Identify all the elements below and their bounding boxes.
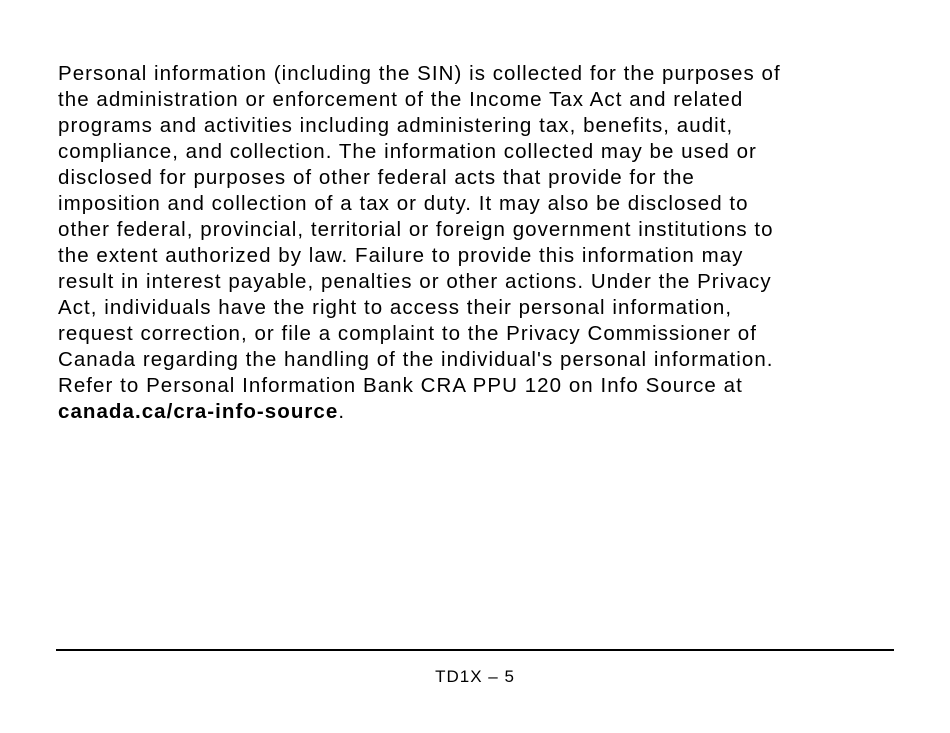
privacy-notice-text	[58, 61, 898, 425]
privacy-line-1: Personal information (including the SIN) is collected for the purposes of	[58, 62, 781, 85]
privacy-line-4: compliance, and collection. The information collected may be used or	[58, 140, 757, 163]
privacy-line-10: Act, individuals have the right to access their personal information,	[58, 296, 733, 319]
privacy-line-11: request correction, or file a complaint to the Privacy Commissioner of	[58, 322, 757, 345]
privacy-line-12: Canada regarding the handling of the individual's personal information.	[58, 348, 774, 371]
privacy-line-9: result in interest payable, penalties or other actions. Under the Privacy	[58, 270, 772, 293]
privacy-line-2: the administration or enforcement of the Income Tax Act and related	[58, 88, 744, 111]
footer-divider	[56, 649, 894, 651]
privacy-line-5: disclosed for purposes of other federal acts that provide for the	[58, 166, 695, 189]
privacy-notice	[58, 61, 898, 425]
link-suffix: .	[338, 400, 346, 423]
privacy-line-14	[58, 399, 898, 425]
page-number-label: TD1X – 5	[435, 667, 515, 686]
privacy-line-8: the extent authorized by law. Failure to provide this information may	[58, 244, 744, 267]
page-footer	[0, 667, 950, 687]
privacy-line-7: other federal, provincial, territorial or foreign government institutions to	[58, 218, 774, 241]
privacy-line-3: programs and activities including administering tax, benefits, audit,	[58, 114, 734, 137]
info-source-link[interactable]: canada.ca/cra-info-source	[58, 400, 339, 423]
privacy-line-6: imposition and collection of a tax or duty. It may also be disclosed to	[58, 192, 749, 215]
privacy-line-13: Refer to Personal Information Bank CRA PPU 120 on Info Source at	[58, 374, 743, 397]
